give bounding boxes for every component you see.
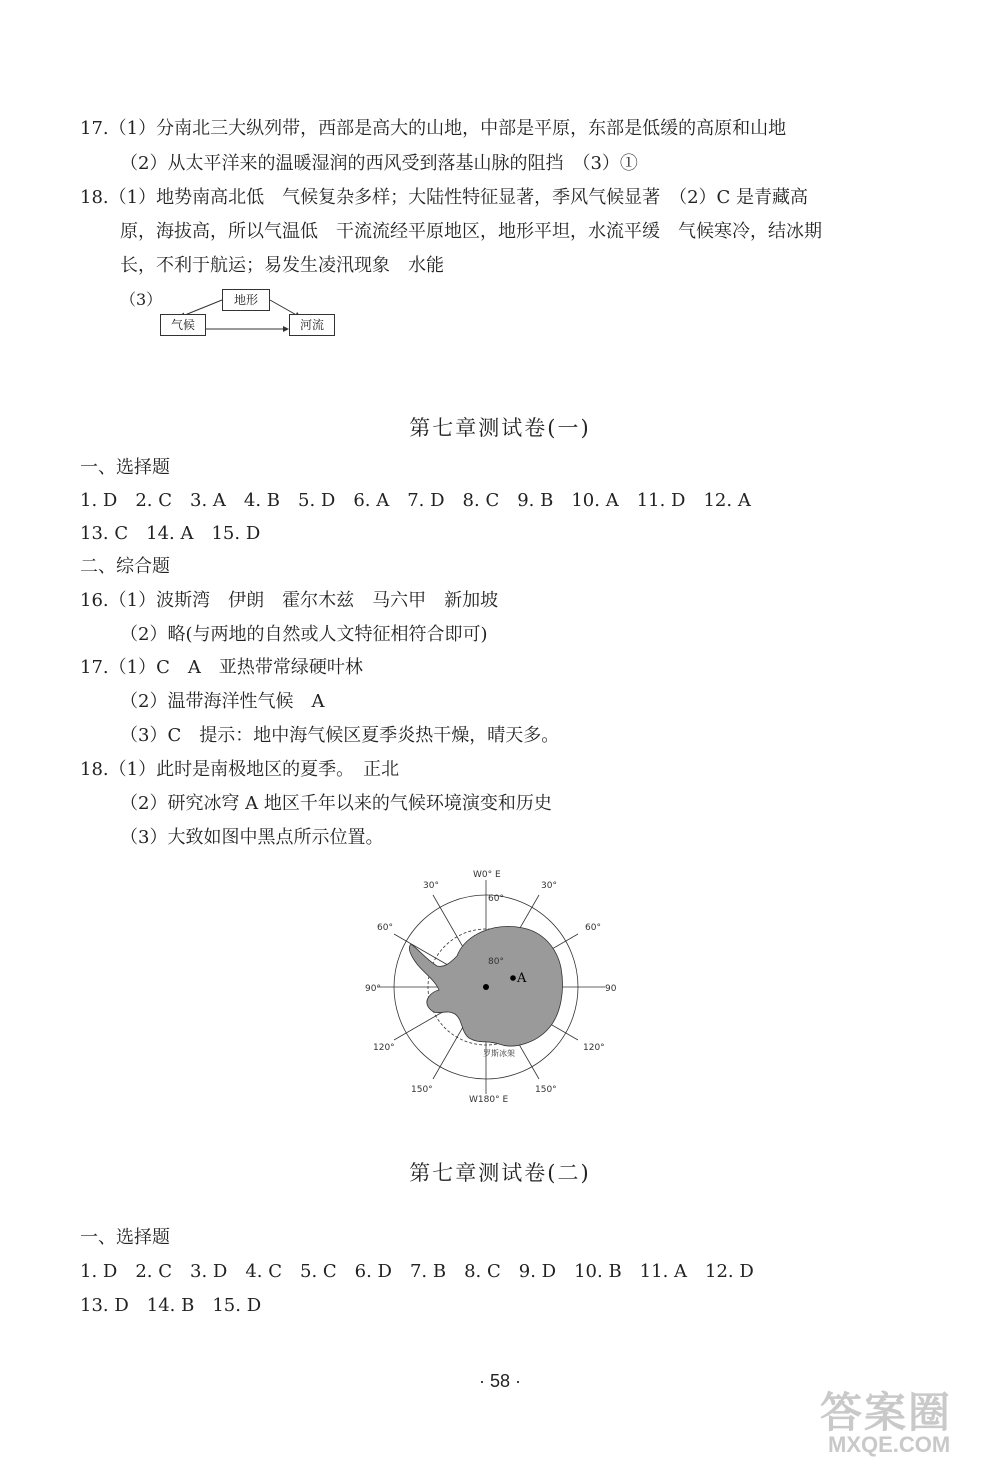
map-label-l60: 60° — [377, 923, 393, 933]
diagram-box-climate: 气候 — [160, 314, 206, 336]
map-label-r120: 120° — [583, 1043, 605, 1053]
q18-prev-line2: 原，海拔高，所以气温低 干流流经平原地区，地形平坦，水流平缓 气候寒冷，结冰期 — [120, 221, 822, 242]
test2-section1-heading: 一、选择题 — [80, 1227, 170, 1248]
test1-section2-heading: 二、综合题 — [80, 556, 170, 577]
map-label-left90: 90° — [365, 984, 381, 994]
watermark-site: MXQE.COM — [828, 1432, 951, 1457]
map-label-lat80: 80° — [488, 957, 504, 967]
map-label-tr30: 30° — [541, 881, 557, 891]
test1-q18-3: （3）大致如图中黑点所示位置。 — [120, 827, 384, 848]
map-label-l120: 120° — [373, 1043, 395, 1053]
map-label-bl150: 150° — [411, 1085, 433, 1095]
test2-title: 第七章测试卷(二) — [409, 1161, 591, 1185]
q17-prev-line1: 17.（1）分南北三大纵列带，西部是高大的山地，中部是平原，东部是低缓的高原和山地 — [80, 118, 787, 139]
watermark-logo: 答案圈 — [820, 1389, 953, 1436]
test2-choice-answers-line2: 13. D 14. B 15. D — [80, 1295, 262, 1316]
test1-section1-heading: 一、选择题 — [80, 457, 170, 478]
antarctica-polar-map — [365, 868, 625, 1108]
test1-q17-2: （2）温带海洋性气候 A — [120, 691, 325, 712]
diagram-box-terrain: 地形 — [222, 289, 270, 311]
test1-q16-2: （2）略(与两地的自然或人文特征相符合即可) — [120, 624, 488, 645]
map-label-lat60: 60° — [488, 894, 504, 904]
diagram-box-river: 河流 — [289, 314, 335, 336]
map-label-br150: 150° — [535, 1085, 557, 1095]
q17-prev-line2: （2）从太平洋来的温暖湿润的西风受到落基山脉的阻挡 （3）① — [120, 153, 638, 174]
test1-q16-1: 16.（1）波斯湾 伊朗 霍尔木兹 马六甲 新加坡 — [80, 590, 499, 611]
south-pole-dot — [483, 984, 489, 990]
test2-choice-answers-line1: 1. D 2. C 3. D 4. C 5. C 6. D 7. B 8. C 9. D 10. B 11. A 12. D — [80, 1261, 754, 1282]
map-label-r60: 60° — [585, 923, 601, 933]
map-label-top: W0° E — [473, 870, 501, 880]
map-label-ice-shelf: 罗斯冰架 — [483, 1049, 515, 1058]
q18-prev-line1: 18.（1）地势南高北低 气候复杂多样；大陆性特征显著，季风气候显著 （2）C 是青藏高 — [80, 187, 809, 208]
map-label-right90: 90 — [605, 984, 617, 994]
test1-title: 第七章测试卷(一) — [409, 416, 591, 440]
test1-q18-1: 18.（1）此时是南极地区的夏季。 正北 — [80, 759, 400, 780]
map-label-tl30: 30° — [423, 881, 439, 891]
test1-q18-2: （2）研究冰穹 A 地区千年以来的气候环境演变和历史 — [120, 793, 552, 814]
q18-prev-line4: （3） — [120, 290, 163, 309]
point-a-dot — [510, 975, 516, 981]
test1-q17-1: 17.（1）C A 亚热带常绿硬叶林 — [80, 657, 363, 678]
q18-prev-line3: 长，不利于航运；易发生凌汛现象 水能 — [120, 255, 444, 276]
test1-choice-answers-line2: 13. C 14. A 15. D — [80, 523, 261, 544]
map-point-a-label: A — [517, 971, 527, 986]
test1-choice-answers-line1: 1. D 2. C 3. A 4. B 5. D 6. A 7. D 8. C 9. B 10. A 11. D 12. A — [80, 490, 751, 511]
map-label-bottom: W180° E — [469, 1095, 509, 1105]
test1-q17-3: （3）C 提示：地中海气候区夏季炎热干燥，晴天多。 — [120, 725, 560, 746]
page-number: · 58 · — [478, 1371, 521, 1391]
